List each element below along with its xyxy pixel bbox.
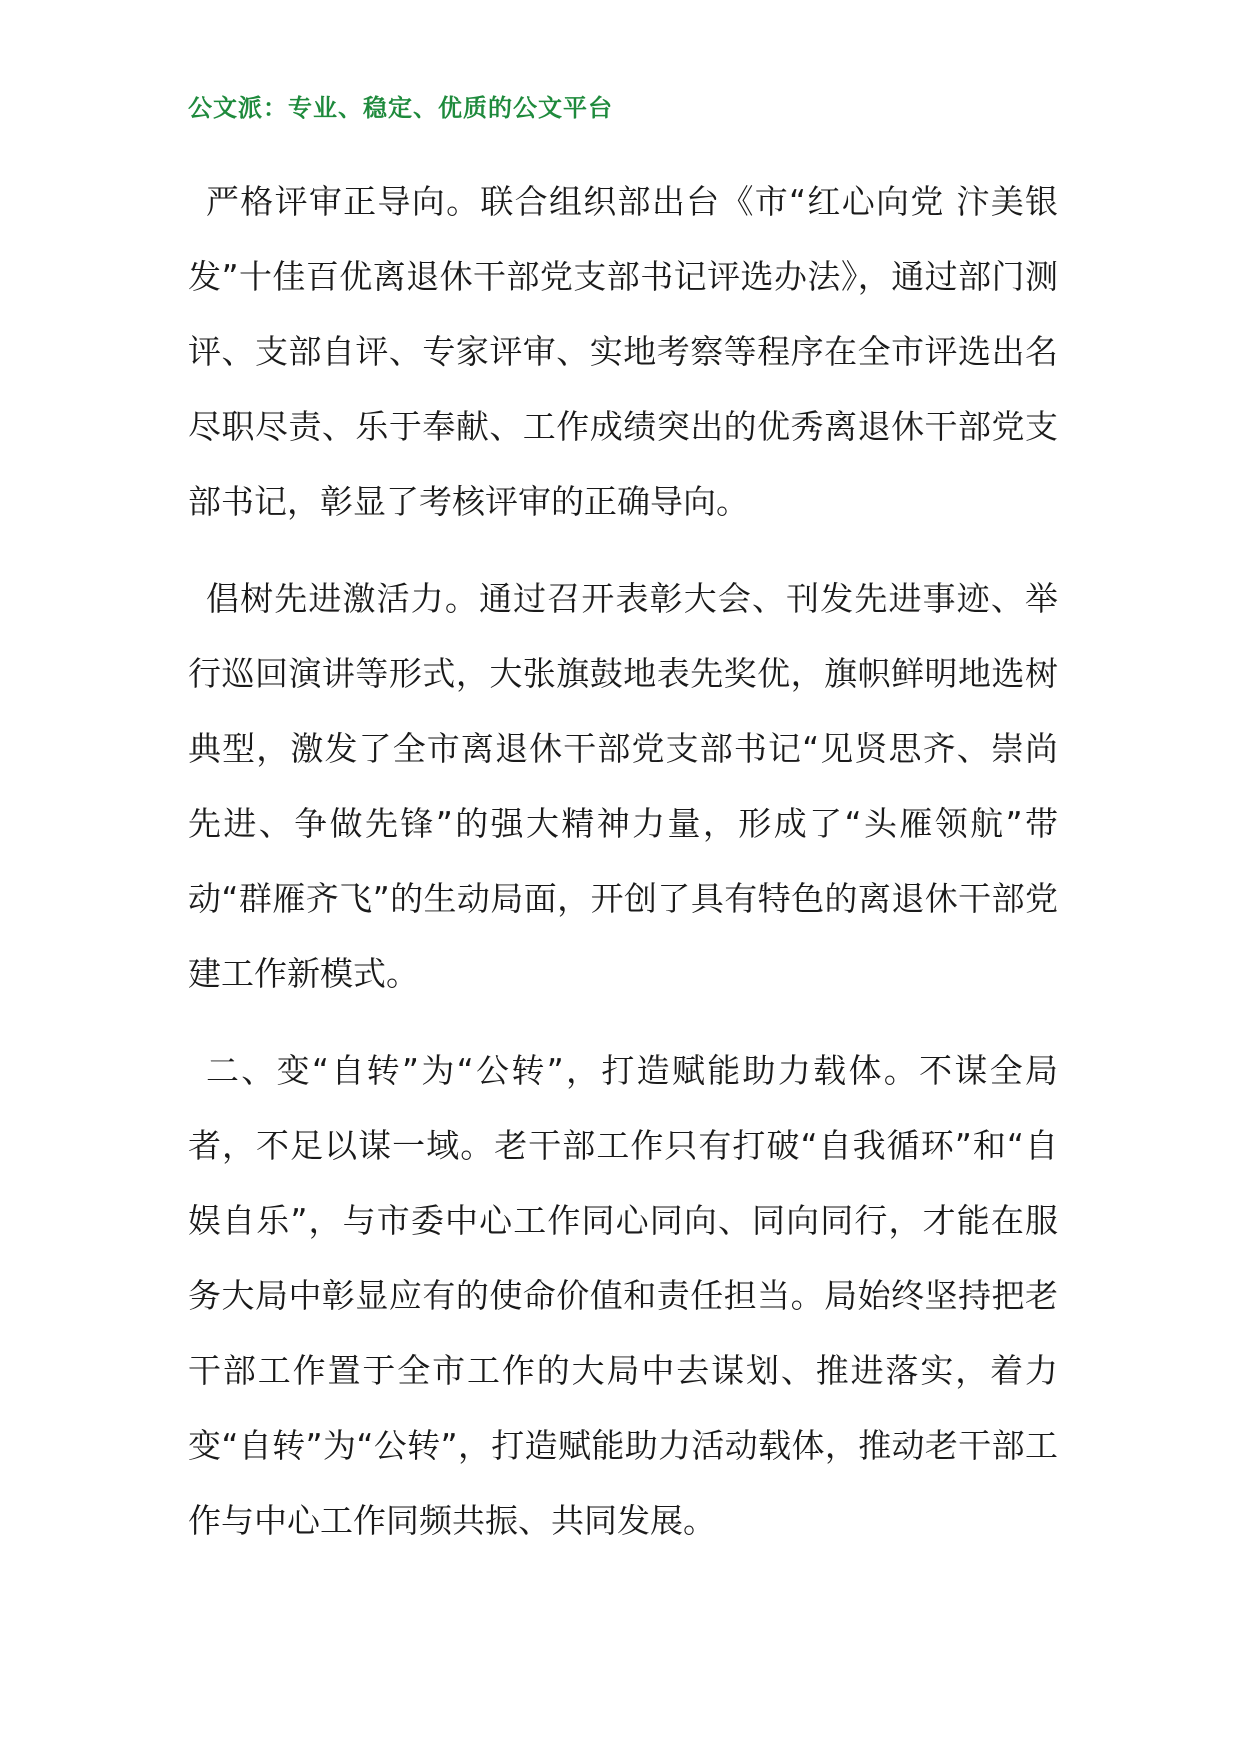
paragraph-advanced: 倡树先进激活力。通过召开表彰大会、刊发先进事迹、举行巡回演讲等形式，大张旗鼓地表先奖优，旗帜鲜明地选树典型，激发了全市离退休干部党支部书记“见贤思齐、崇尚先进、争做先锋”的强大精神力量，形成了“头雁领航”带动“群雁齐飞”的生动局面，开创了具有特色的离退休干部党建工作新模式。: [188, 579, 1058, 993]
paragraph-section-two: 二、变“自转”为“公转”，打造赋能助力载体。不谋全局者，不足以谋一域。老干部工作只有打破“自我循环”和“自娱自乐”，与市委中心工作同心同向、同向同行，才能在服务大局中彰显应有的使命价值和责任担当。局始终坚持把老干部工作置于全市工作的大局中去谋划、推进落实，着力变“自转”为“公转”，打造赋能助力活动载体，推动老干部工作与中心工作同频共振、共同发展。: [188, 1051, 1058, 1540]
document-body: [188, 164, 1058, 1580]
header-title: 公文派：专业、稳定、优质的公文平台: [188, 93, 613, 122]
paragraph-review: 严格评审正导向。联合组织部出台《市“红心向党 汴美银发”十佳百优离退休干部党支部书记评选办法》，通过部门测评、支部自评、专家评审、实地考察等程序在全市评选出名尽职尽责、乐于奉献、工作成绩突出的优秀离退休干部党支部书记，彰显了考核评审的正确导向。: [188, 182, 1058, 521]
document-page: [188, 0, 1058, 1754]
